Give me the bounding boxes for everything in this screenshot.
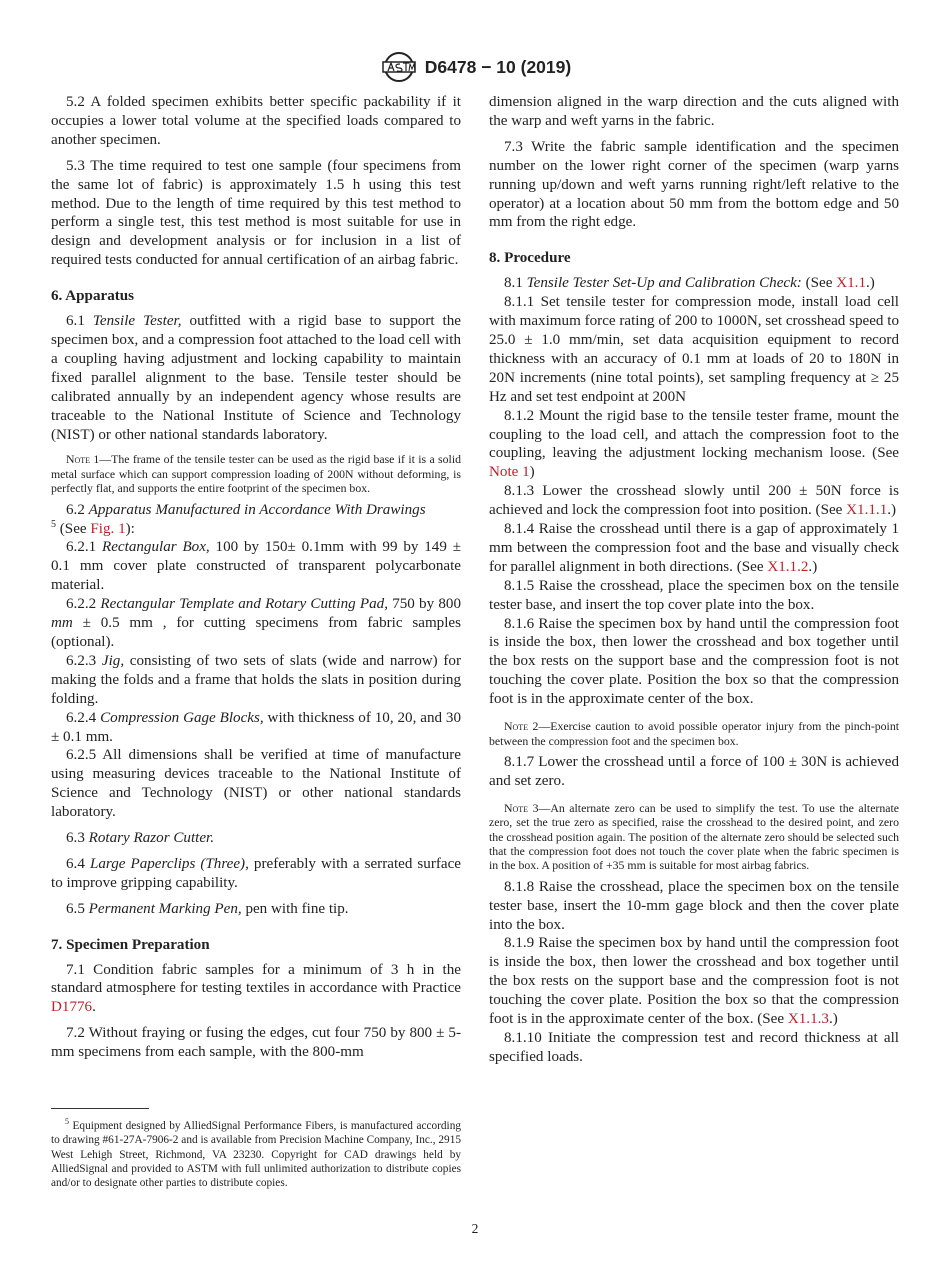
note-1-link[interactable]: Note 1 [489,464,530,481]
paragraph-6-2-5: 6.2.5 All dimensions shall be verified at time of manufacture using measuring devices traceable to the National Institute of Science and Technology (NIST) or other national standards laboratory. [51,747,461,821]
note-1: Note 1—The frame of the tensile tester can be used as the rigid base if it is a solid metal surface which can support compression loading of 200N without deforming, is perfectly flat, and supports the entire footprint of the specimen box. [51,452,461,496]
astm-logo-icon [379,50,419,84]
paragraph-6-2-1: 6.2.1 Rectangular Box, 100 by 150± 0.1mm with 99 by 149 ± 0.1 mm cover plate constructed of transparent polycarbonate material. [51,539,461,594]
document-designation: D6478 − 10 (2019) [424,56,572,77]
right-column [489,93,899,1067]
paragraph-8-1-10: 8.1.10 Initiate the compression test and record thickness at all specified loads. [489,1030,899,1065]
paragraph-6-2: 6.2 Apparatus Manufactured in Accordance With Drawings $^5$ (See Fig. 1): [51,501,426,537]
paragraph-8-1-4: 8.1.4 Raise the crosshead until there is a gap of approximately 1 mm between the compression foot and the base and visually check for parallel alignment in both directions. (See X1.1.2.) [489,521,899,575]
paragraph-6-3: 6.3 Rotary Razor Cutter. [66,830,215,847]
paragraph-8-1-8: 8.1.8 Raise the crosshead, place the specimen box on the tensile tester base, insert the 10-mm gage block and then the cover plate into the box. [489,878,899,933]
note-3: Note 3—An alternate zero can be used to simplify the test. To use the alternate zero, set the true zero as specified, raise the crosshead to the desired point, and zero the crosshead position again. The position of the alternate zero should be selected such that the compression foot does not touch the cover plate when the fabric specimen is in the box. A position of +35 mm is suitable for most airbag fabrics. [489,800,900,873]
paragraph-6-4: 6.4 Large Paperclips (Three), preferably with a serrated surface to improve gripping capability. [51,855,461,891]
x1-1-3-link[interactable]: X1.1.3 [787,1011,829,1028]
fig-1-link[interactable]: Fig. 1 [90,520,126,537]
footnote-5: $^5$ Equipment designed by AlliedSignal Performance Fibers, is manufactured according to drawing #61-27A-7906-2 and is available from Precision Machine Company, Inc., 2915 West Lehigh Street, Richmond, VA 23230. Copyright for CAD drawings held by AlliedSignal and provided to ASTM with full unlimited authorization to distribute copies and/or to designate other parties to distribute copies. [51,1117,461,1190]
paragraph-8-1-2: 8.1.2 Mount the rigid base to the tensile tester frame, mount the coupling to the load cell, and attach the compression foot to the coupling, leaving the adjustment locking mechanism loose. (See Note 1) [489,407,899,481]
section-heading-apparatus: 6. Apparatus [51,288,135,305]
x1-1-2-link[interactable]: X1.1.2 [767,558,809,575]
section-heading-procedure: 8. Procedure [489,250,571,267]
paragraph-7-2-continued: dimension aligned in the warp direction and the cuts aligned with the warp and weft yarns in the fabric. [489,94,899,129]
section-heading-specimen-preparation: 7. Specimen Preparation [51,936,210,953]
paragraph-8-1-3: 8.1.3 Lower the crosshead slowly until 200 ± 50N force is achieved and lock the compression foot into position. (See X1.1.1.) [489,483,899,519]
paragraph-7-2: 7.2 Without fraying or fusing the edges, cut four 750 by 800 ± 5-mm specimens from each sample, with the 800-mm [51,1025,461,1061]
paragraph-7-1: 7.1 Condition fabric samples for a minimum of 3 h in the standard atmosphere for testing textiles in accordance with Practice D1776. [51,961,461,1016]
paragraph-6-2-3: 6.2.3 Jig, consisting of two sets of slats (wide and narrow) for making the folds and a frame that holds the slats in position during folding. [51,652,461,707]
x1-1-link[interactable]: X1.1 [836,275,867,292]
paragraph-6-5: 6.5 Permanent Marking Pen, pen with fine tip. [66,900,349,917]
paragraph-6-2-4: 6.2.4 Compression Gage Blocks, with thickness of 10, 20, and 30 ± 0.1 mm. [51,709,462,745]
note-2: Note 2—Exercise caution to avoid possible operator injury from the pinch-point between the compression foot and the specimen box. [489,719,900,748]
paragraph-7-3: 7.3 Write the fabric sample identification and the specimen number on the lower right corner of the specimen (warp yarns running up/down and weft yarns running right/left relative to the operator) at a location about 50 mm from the bottom edge and 50 mm from the right edge. [489,138,899,231]
paragraph-6-2-2: 6.2.2 Rectangular Template and Rotary Cutting Pad, 750 by 800 mm ± 0.5 mm , for cutting specimens from fabric samples (optional). [51,596,461,650]
d1776-link[interactable]: D1776 [51,999,93,1016]
paragraph-8-1-5: 8.1.5 Raise the crosshead, place the specimen box on the tensile tester base, and insert the top cover plate into the box. [489,577,899,613]
paragraph-8-1-9: 8.1.9 Raise the specimen box by hand until the compression foot is inside the box, then lower the crosshead and box together until the box rests on the support base and the compression foot is not touching the cover plate. Position the box so that the compression foot is in the approximate center of the box. (See X1.1.3.) [489,935,899,1028]
paragraph-8-1-6: 8.1.6 Raise the specimen box by hand until the compression foot is inside the box, then lower the crosshead and box together until the box rests on the support base and the compression foot is not touching the cover plate. Position the box so that the compression foot is in the approximate center of the box. [489,615,899,708]
x1-1-1-link[interactable]: X1.1.1 [846,502,888,519]
page-header [0,50,950,89]
footnote-divider [51,1108,149,1109]
left-column [51,93,461,1062]
paragraph-5-2: 5.2 A folded specimen exhibits better specific packability if it occupies a lower total volume at the specified loads compared to another specimen. [51,94,461,148]
page-number: 2 [471,1221,479,1236]
paragraph-8-1: 8.1 Tensile Tester Set-Up and Calibration Check: (See X1.1.) [504,275,875,292]
paragraph-5-3: 5.3 The time required to test one sample (four specimens from the same lot of fabric) is approximately 1.5 h using this test method. Due to the length of time required by this test method to perform a single test, this test method is most suitable for use in design and development analysis or for inclusion in a list of required tests conducted for annual certification of an airbag fabric. [51,157,461,269]
paragraph-6-1: 6.1 Tensile Tester, outfitted with a rigid base to support the specimen box, and a compression foot attached to the load cell with a coupling having adjustment and locking capability to maintain fixed parallel alignment to the base. Tensile tester should be calibrated annually by an independent agency whose results are traceable to the National Institute of Science and Technology (NIST) or other national standards laboratory. [51,313,461,443]
paragraph-8-1-1: 8.1.1 Set tensile tester for compression mode, install load cell with maximum force rating of 200 to 1000N, set crosshead speed to 25.0 ± 1.0 mm/min, set data acquisition equipment to record thickness with an accuracy of 0.1 mm at loads of 20 to 180N in 20N increments (nine total points), set sampling frequency at ≥ 25 Hz and set test endpoint at 200N [489,294,899,405]
paragraph-8-1-7: 8.1.7 Lower the crosshead until a force of 100 ± 30N is achieved and set zero. [489,753,899,789]
